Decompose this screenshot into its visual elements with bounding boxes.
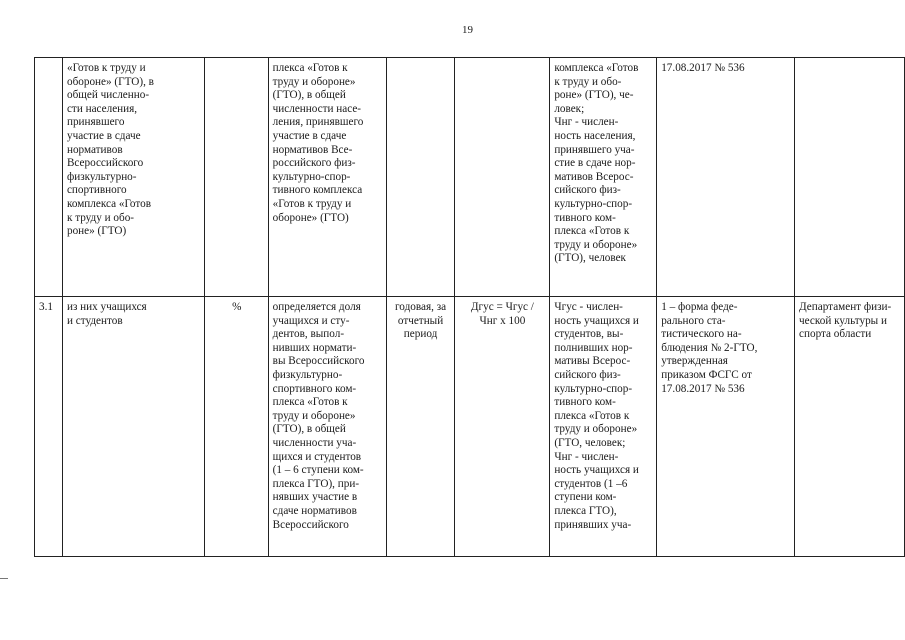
cell-unit: % (204, 297, 268, 557)
cell-data-source: 17.08.2017 № 536 (657, 58, 795, 297)
indicators-table (34, 57, 905, 557)
cell-formula-terms: Чгус - числен- ность учащихся и студентов, вы- полнивших нор- мативы Всерос- сийского физ- культурно-спор- тивного ком- плекса «Готов к труду и обороне» (ГТО, человек; Чнг - числен- ность учащихся и студентов (1 –6 ступени ком- плекса ГТО), принявших уча- (550, 297, 657, 557)
cell-definition: определяется доля учащихся и сту- дентов, выпол- нивших нормати- вы Всероссийского физкультурно- спортивного ком- плекса «Готов к труду и обороне» (ГТО), в общей численности уча- щихся и студентов (1 – 6 ступени ком- плекса ГТО), при- нявших участие в сдаче нормативов Всероссийского (268, 297, 386, 557)
cell-periodicity: годовая, за отчетный период (386, 297, 454, 557)
table-row (35, 58, 905, 297)
cell-responsible: Департамент физи- ческой культуры и спорта области (795, 297, 905, 557)
page-number: 19 (462, 24, 473, 36)
cell-formula (454, 58, 550, 297)
cell-responsible (795, 58, 905, 297)
cell-number: 3.1 (35, 297, 63, 557)
cell-number (35, 58, 63, 297)
cell-formula-terms: комплекса «Готов к труду и обо- роне» (ГТО), че- ловек; Чнг - числен- ность населения, принявшего уча- стие в сдаче нор- мативов Всерос- сийского физ- культурно-спор- тивного ком- плекса «Готов к труду и обороне» (ГТО), человек (550, 58, 657, 297)
table-row (35, 297, 905, 557)
scan-edge-mark (0, 578, 8, 579)
cell-definition: плекса «Готов к труду и обороне» (ГТО), в общей численности насе- ления, принявшего участие в сдаче нормативов Все- российского физ- культурно-спор- тивного комплекса «Готов к труду и обороне» (ГТО) (268, 58, 386, 297)
cell-formula: Дгус = Чгус / Чнг х 100 (454, 297, 550, 557)
cell-unit (204, 58, 268, 297)
cell-periodicity (386, 58, 454, 297)
cell-indicator-name: «Готов к труду и обороне» (ГТО), в общей численно- сти населения, принявшего участие в сдаче нормативов Всероссийского физкультурно- спортивного комплекса «Готов к труду и обо- роне» (ГТО) (62, 58, 204, 297)
cell-data-source: 1 – форма феде- рального ста- тистического на- блюдения № 2-ГТО, утвержденная приказом ФСГС от 17.08.2017 № 536 (657, 297, 795, 557)
cell-indicator-name: из них учащихся и студентов (62, 297, 204, 557)
